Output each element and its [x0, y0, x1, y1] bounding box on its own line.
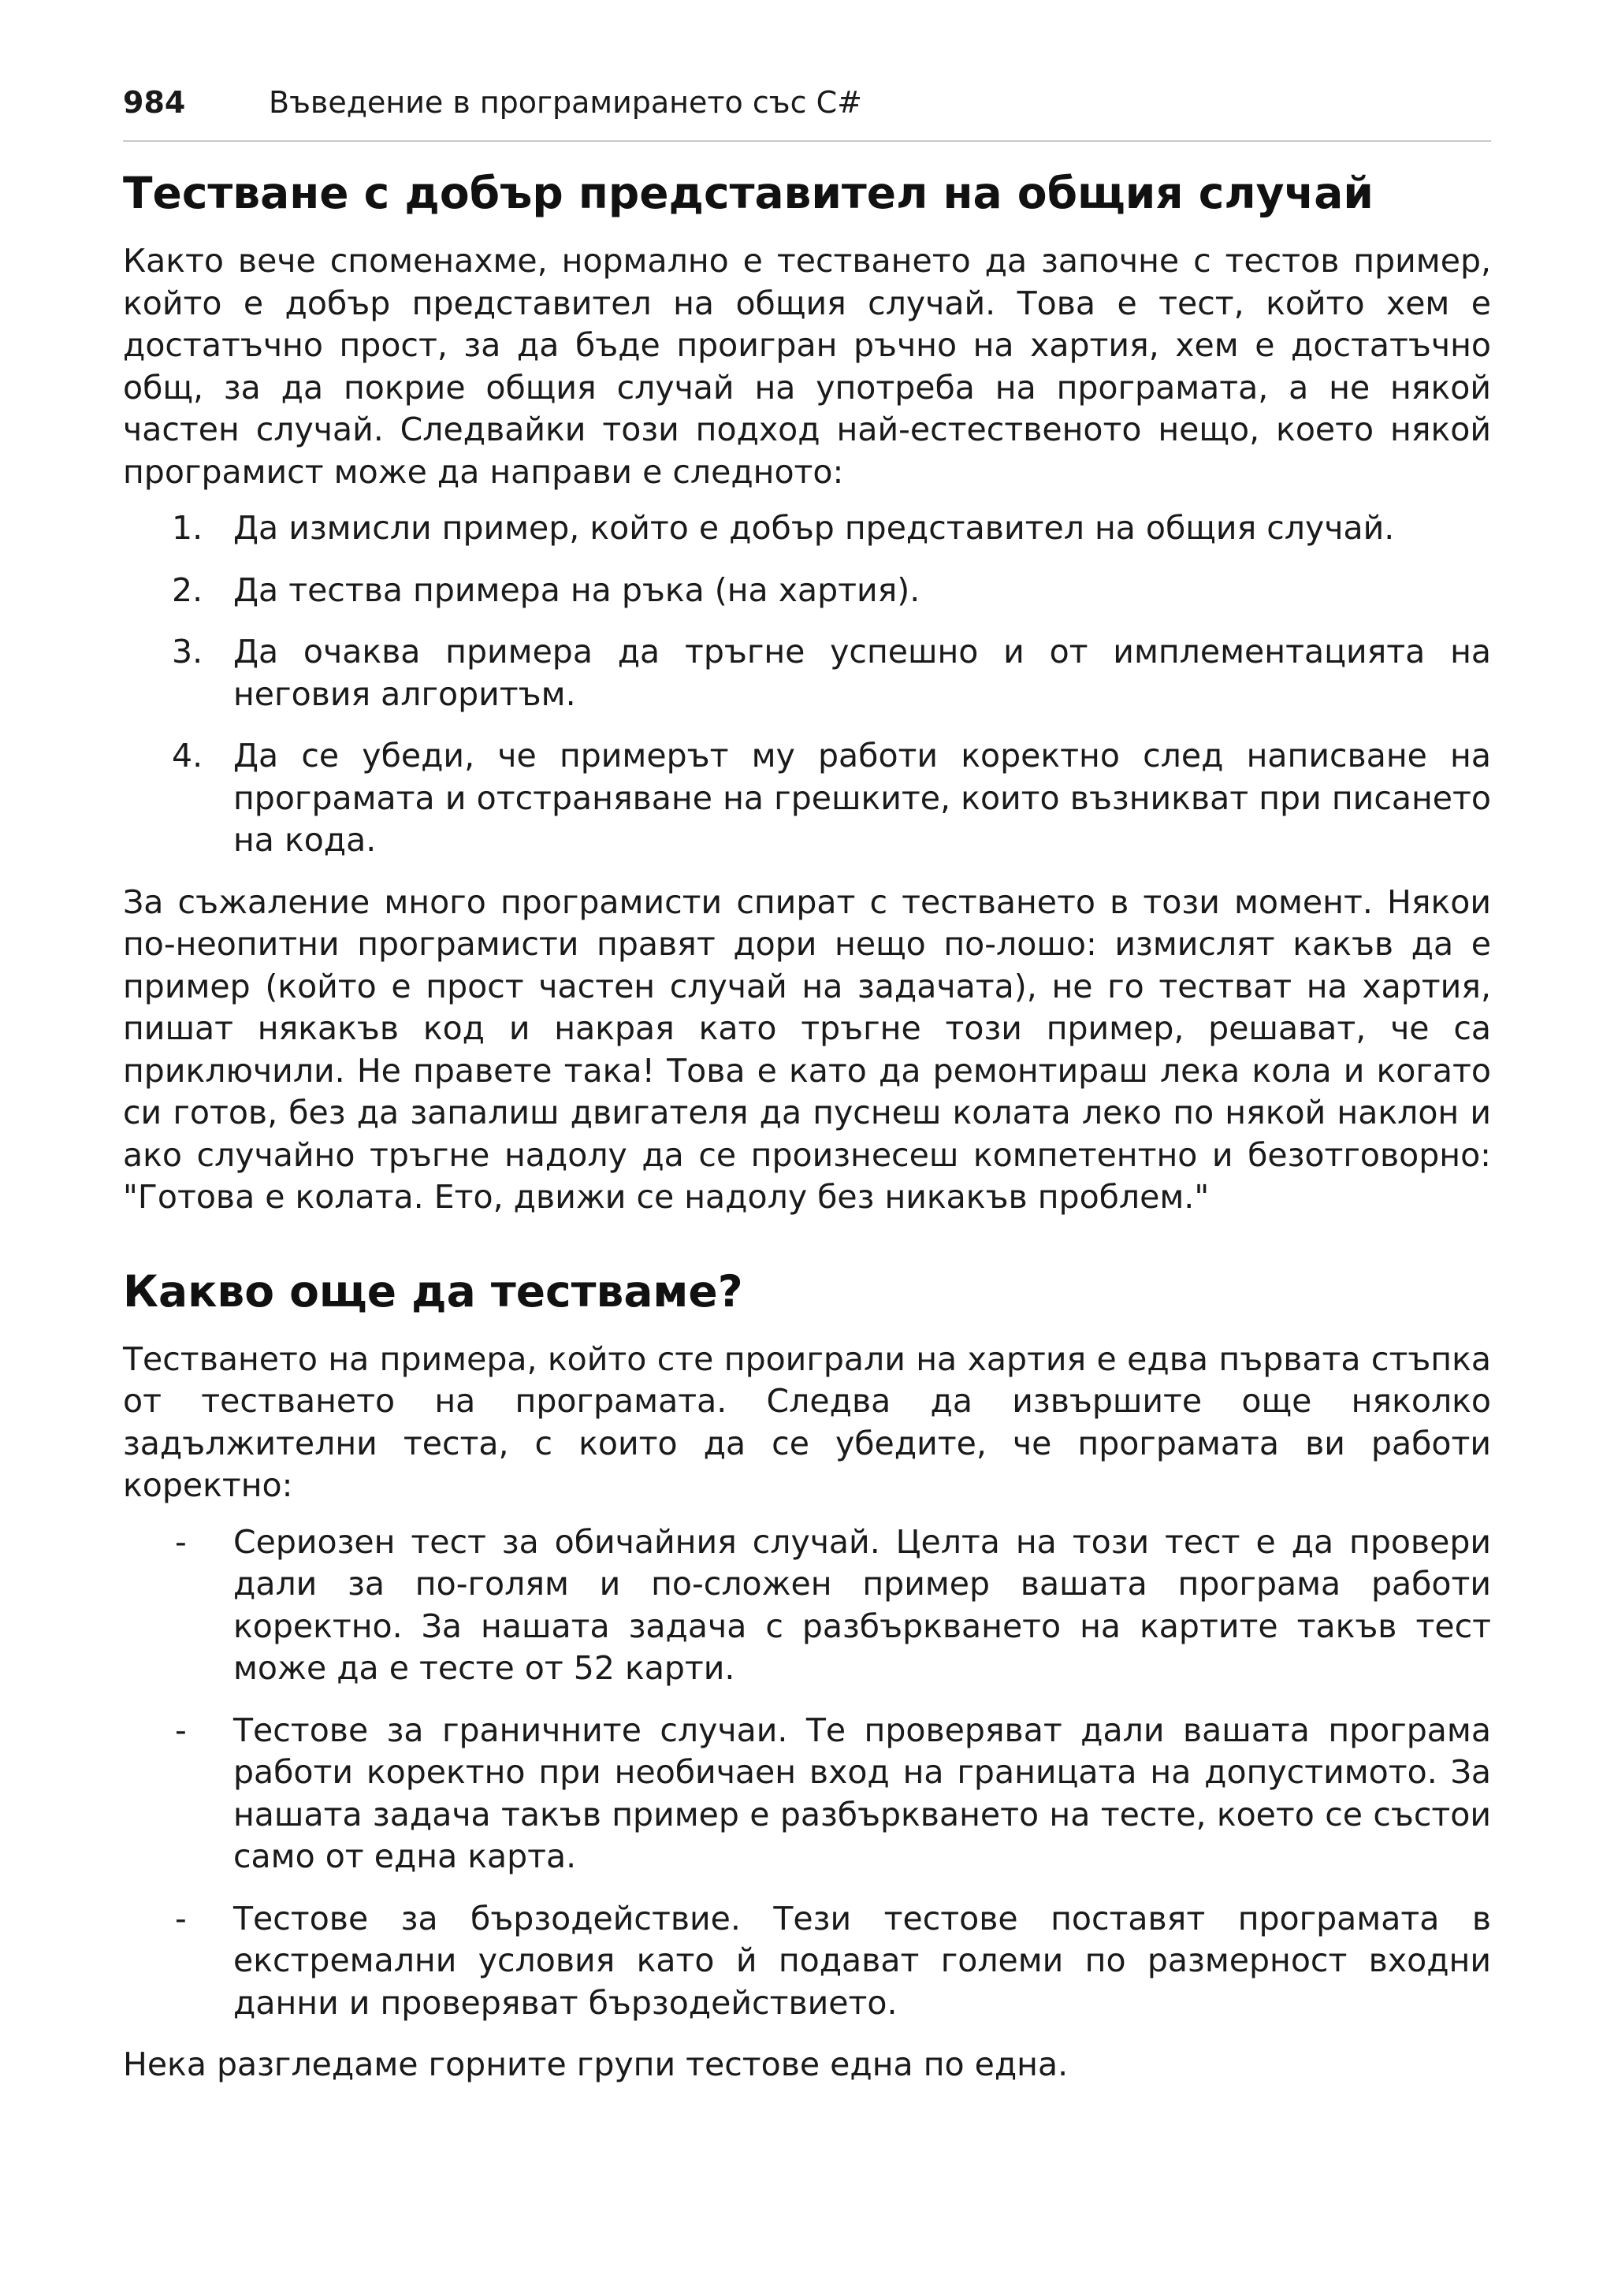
section2-intro-paragraph: Тестването на примера, който сте проиграли на хартия е едва първата стъпка от тестването на програмата. Следва да извършите още няколко задължителни теста, с които да се убедите, че програмата ви работи коректно:: [123, 1339, 1491, 1504]
list-number: 2.: [172, 570, 203, 609]
list-number: 4.: [172, 737, 203, 775]
list-item-text: Да измисли пример, който е добър представител на общия случай.: [233, 509, 1395, 547]
section-heading-general-case: Тестване с добър представител на общия случай: [123, 168, 1374, 218]
list-number: 1.: [172, 509, 203, 547]
numbered-steps-list: [123, 507, 1491, 862]
list-item-text: Сериозен тест за обичайния случай. Целта на този тест е да провери дали за по-голям и по-сложен пример вашата програма работи коректно. За нашата задача с разбъркването на картите такъв тест може да е тесте от 52 карти.: [233, 1522, 1491, 1687]
list-item-text: Да се убеди, че примерът му работи коректно след написване на програмата и отстраняване на грешките, които възникват при писането на кода.: [233, 737, 1491, 859]
list-item: [123, 631, 1491, 715]
list-number: 3.: [172, 633, 203, 671]
list-item-text: Да очаква примера да тръгне успешно и от имплементацията на неговия алгоритъм.: [233, 633, 1491, 713]
list-item: [123, 507, 1491, 550]
dash-tests-list: [123, 1521, 1491, 2025]
list-item: [123, 1521, 1491, 1690]
book-title: Въведение в програмирането със C#: [269, 85, 862, 120]
section1-after-paragraph: За съжаление много програмисти спират с тестването в този момент. Някои по-неопитни програмисти правят дори нещо по-лошо: измислят какъв да е пример (който е прост частен случай на задачата), не го тестват на хартия, пишат някакъв код и накрая като тръгне този пример, решават, че са приключили. Не правете така! Това е като да ремонтираш лека кола и когато си готов, без да запалиш двигателя да пуснеш колата леко по някой наклон и ако случайно тръгне надолу да се произнесеш компетентно и безотговорно: "Готова е колата. Ето, движи се надолу без никакъв проблем.": [123, 882, 1491, 1216]
list-item: [123, 1898, 1491, 2025]
list-item-text: Тестове за граничните случаи. Те проверяват дали вашата програма работи коректно при необичаен вход на границата на допустимото. За нашата задача такъв пример е разбъркването на тесте, което се състои само от една карта.: [233, 1711, 1491, 1875]
closing-paragraph: Нека разгледаме горните групи тестове една по една.: [123, 2045, 1069, 2083]
list-item-text: Тестове за бързодействие. Тези тестове поставят програмата в екстремални условия като й подават големи по размерност входни данни и проверяват бързодействието.: [233, 1899, 1491, 2022]
list-item-text: Да тества примера на ръка (на хартия).: [233, 570, 920, 609]
list-item: [123, 1710, 1491, 1878]
list-item: [123, 570, 1491, 612]
page-content: [123, 162, 1491, 2086]
section-heading-what-else: Какво още да тестваме?: [123, 1265, 743, 1317]
page-number: 984: [123, 85, 186, 120]
list-dash: -: [175, 1711, 187, 1749]
list-dash: -: [175, 1522, 187, 1561]
section1-intro-paragraph: Както вече споменахме, нормално е тестването да започне с тестов пример, който е добър представител на общия случай. Това е тест, който хем е достатъчно прост, за да бъде проигран ръчно на хартия, хем е достатъчно общ, за да покрие общия случай на употреба на програмата, а не някой частен случай. Следвайки този подход най-естественото нещо, което някой програмист може да направи е следното:: [123, 242, 1491, 491]
running-header: [123, 80, 1491, 142]
list-item: [123, 735, 1491, 862]
list-dash: -: [175, 1899, 187, 1937]
